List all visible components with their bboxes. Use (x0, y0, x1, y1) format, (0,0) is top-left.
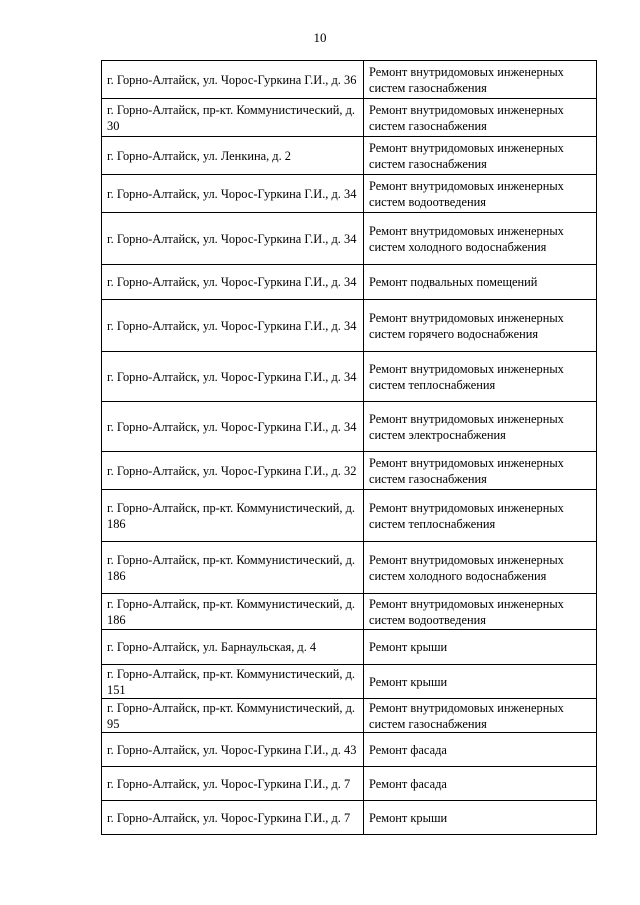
address-cell: г. Горно-Алтайск, пр-кт. Коммунистический, д. 151 (102, 665, 364, 699)
work-cell: Ремонт внутридомовых инженерных систем водоотведения (364, 175, 597, 213)
work-cell: Ремонт подвальных помещений (364, 265, 597, 300)
address-cell: г. Горно-Алтайск, ул. Чорос-Гуркина Г.И., д. 34 (102, 213, 364, 265)
table-row (102, 402, 597, 452)
work-cell: Ремонт крыши (364, 630, 597, 665)
work-cell: Ремонт внутридомовых инженерных систем газоснабжения (364, 61, 597, 99)
address-cell: г. Горно-Алтайск, ул. Чорос-Гуркина Г.И., д. 34 (102, 402, 364, 452)
table-row (102, 490, 597, 542)
address-cell: г. Горно-Алтайск, ул. Ленкина, д. 2 (102, 137, 364, 175)
work-cell: Ремонт внутридомовых инженерных систем теплоснабжения (364, 490, 597, 542)
address-cell: г. Горно-Алтайск, пр-кт. Коммунистический, д. 186 (102, 594, 364, 630)
work-cell: Ремонт крыши (364, 801, 597, 835)
table-row (102, 175, 597, 213)
table-row (102, 265, 597, 300)
page-number: 10 (313, 30, 327, 45)
table-row (102, 665, 597, 699)
address-cell: г. Горно-Алтайск, ул. Чорос-Гуркина Г.И., д. 7 (102, 801, 364, 835)
work-cell: Ремонт внутридомовых инженерных систем горячего водоснабжения (364, 300, 597, 352)
address-cell: г. Горно-Алтайск, ул. Чорос-Гуркина Г.И., д. 34 (102, 265, 364, 300)
address-cell: г. Горно-Алтайск, ул. Барнаульская, д. 4 (102, 630, 364, 665)
address-cell: г. Горно-Алтайск, ул. Чорос-Гуркина Г.И., д. 43 (102, 733, 364, 767)
address-cell: г. Горно-Алтайск, пр-кт. Коммунистический, д. 30 (102, 99, 364, 137)
table-row (102, 733, 597, 767)
address-cell: г. Горно-Алтайск, ул. Чорос-Гуркина Г.И., д. 32 (102, 452, 364, 490)
address-cell: г. Горно-Алтайск, ул. Чорос-Гуркина Г.И., д. 34 (102, 175, 364, 213)
address-cell: г. Горно-Алтайск, ул. Чорос-Гуркина Г.И., д. 36 (102, 61, 364, 99)
table-row (102, 801, 597, 835)
work-cell: Ремонт внутридомовых инженерных систем водоотведения (364, 594, 597, 630)
address-cell: г. Горно-Алтайск, пр-кт. Коммунистический, д. 186 (102, 490, 364, 542)
work-cell: Ремонт внутридомовых инженерных систем холодного водоснабжения (364, 213, 597, 265)
work-cell: Ремонт внутридомовых инженерных систем газоснабжения (364, 99, 597, 137)
work-cell: Ремонт крыши (364, 665, 597, 699)
work-cell: Ремонт внутридомовых инженерных систем электроснабжения (364, 402, 597, 452)
table-row (102, 61, 597, 99)
table-row (102, 767, 597, 801)
repair-table (101, 60, 597, 835)
table-row (102, 699, 597, 733)
address-cell: г. Горно-Алтайск, ул. Чорос-Гуркина Г.И., д. 7 (102, 767, 364, 801)
work-cell: Ремонт фасада (364, 733, 597, 767)
table-row (102, 594, 597, 630)
work-cell: Ремонт внутридомовых инженерных систем газоснабжения (364, 137, 597, 175)
work-cell: Ремонт внутридомовых инженерных систем газоснабжения (364, 699, 597, 733)
address-cell: г. Горно-Алтайск, пр-кт. Коммунистический, д. 95 (102, 699, 364, 733)
address-cell: г. Горно-Алтайск, ул. Чорос-Гуркина Г.И., д. 34 (102, 352, 364, 402)
table-row (102, 213, 597, 265)
work-cell: Ремонт фасада (364, 767, 597, 801)
work-cell: Ремонт внутридомовых инженерных систем газоснабжения (364, 452, 597, 490)
address-cell: г. Горно-Алтайск, ул. Чорос-Гуркина Г.И., д. 34 (102, 300, 364, 352)
work-cell: Ремонт внутридомовых инженерных систем теплоснабжения (364, 352, 597, 402)
table-row (102, 630, 597, 665)
table-row (102, 137, 597, 175)
table-row (102, 452, 597, 490)
table-row (102, 300, 597, 352)
address-cell: г. Горно-Алтайск, пр-кт. Коммунистический, д. 186 (102, 542, 364, 594)
table-row (102, 352, 597, 402)
table-row (102, 99, 597, 137)
work-cell: Ремонт внутридомовых инженерных систем холодного водоснабжения (364, 542, 597, 594)
table-row (102, 542, 597, 594)
